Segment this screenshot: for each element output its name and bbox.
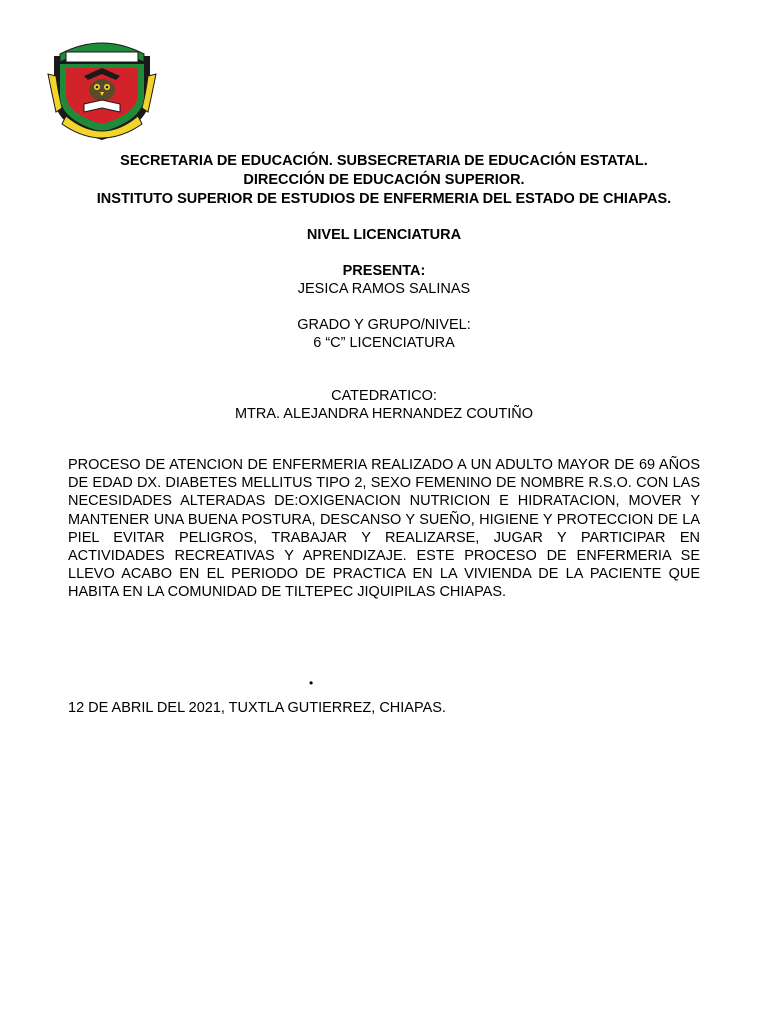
header-line-1: SECRETARIA DE EDUCACIÓN. SUBSECRETARIA DE EDUCACIÓN ESTATAL. — [120, 153, 648, 169]
grade-section — [0, 316, 768, 352]
header-line-2: DIRECCIÓN DE EDUCACIÓN SUPERIOR. — [243, 172, 525, 188]
header-line-3: INSTITUTO SUPERIOR DE ESTUDIOS DE ENFERMERIA DEL ESTADO DE CHIAPAS. — [96, 191, 672, 207]
presenter-name: JESICA RAMOS SALINAS — [297, 281, 471, 297]
level-heading: NIVEL LICENCIATURA — [306, 227, 462, 243]
date-location: 12 DE ABRIL DEL 2021, TUXTLA GUTIERREZ, CHIAPAS. — [68, 700, 446, 716]
teacher-name: MTRA. ALEJANDRA HERNANDEZ COUTIÑO — [234, 406, 534, 422]
school-crest-logo — [46, 34, 158, 144]
process-description: PROCESO DE ATENCION DE ENFERMERIA REALIZADO A UN ADULTO MAYOR DE 69 AÑOS DE EDAD DX. DIABETES MELLITUS TIPO 2, SEXO FEMENINO DE NOMBRE R.S.O. CON LAS NECESIDADES ALTERADAS DE:OXIGENACION NUTRICION E HIDRATACION, MOVER Y MANTENER UNA BUENA POSTURA, DESCANSO Y SUEÑO, HIGIENE Y PROTECCION DE LA PIEL EVITAR PELIGROS, TRABAJAR Y REALIZARSE, JUGAR Y PARTICIPAR EN ACTIVIDADES RECREATIVAS Y APRENDIZAJE. ESTE PROCESO DE ENFERMERIA SE LLEVO ACABO EN EL PERIODO DE PRACTICA EN LA VIVIENDA DE LA PACIENTE QUE HABITA EN LA COMUNIDAD DE TILTEPEC JIQUIPILAS CHIAPAS. — [68, 457, 700, 601]
crest-icon — [46, 34, 158, 144]
teacher-label: CATEDRATICO: — [331, 388, 437, 404]
grade-label: GRADO Y GRUPO/NIVEL: — [297, 317, 471, 333]
presenter-label: PRESENTA: — [342, 263, 426, 279]
bullet-mark: • — [309, 676, 314, 690]
teacher-section — [0, 387, 768, 423]
institution-header — [0, 152, 768, 209]
presenter-section — [0, 262, 768, 298]
grade-value: 6 “C” LICENCIATURA — [313, 335, 455, 351]
